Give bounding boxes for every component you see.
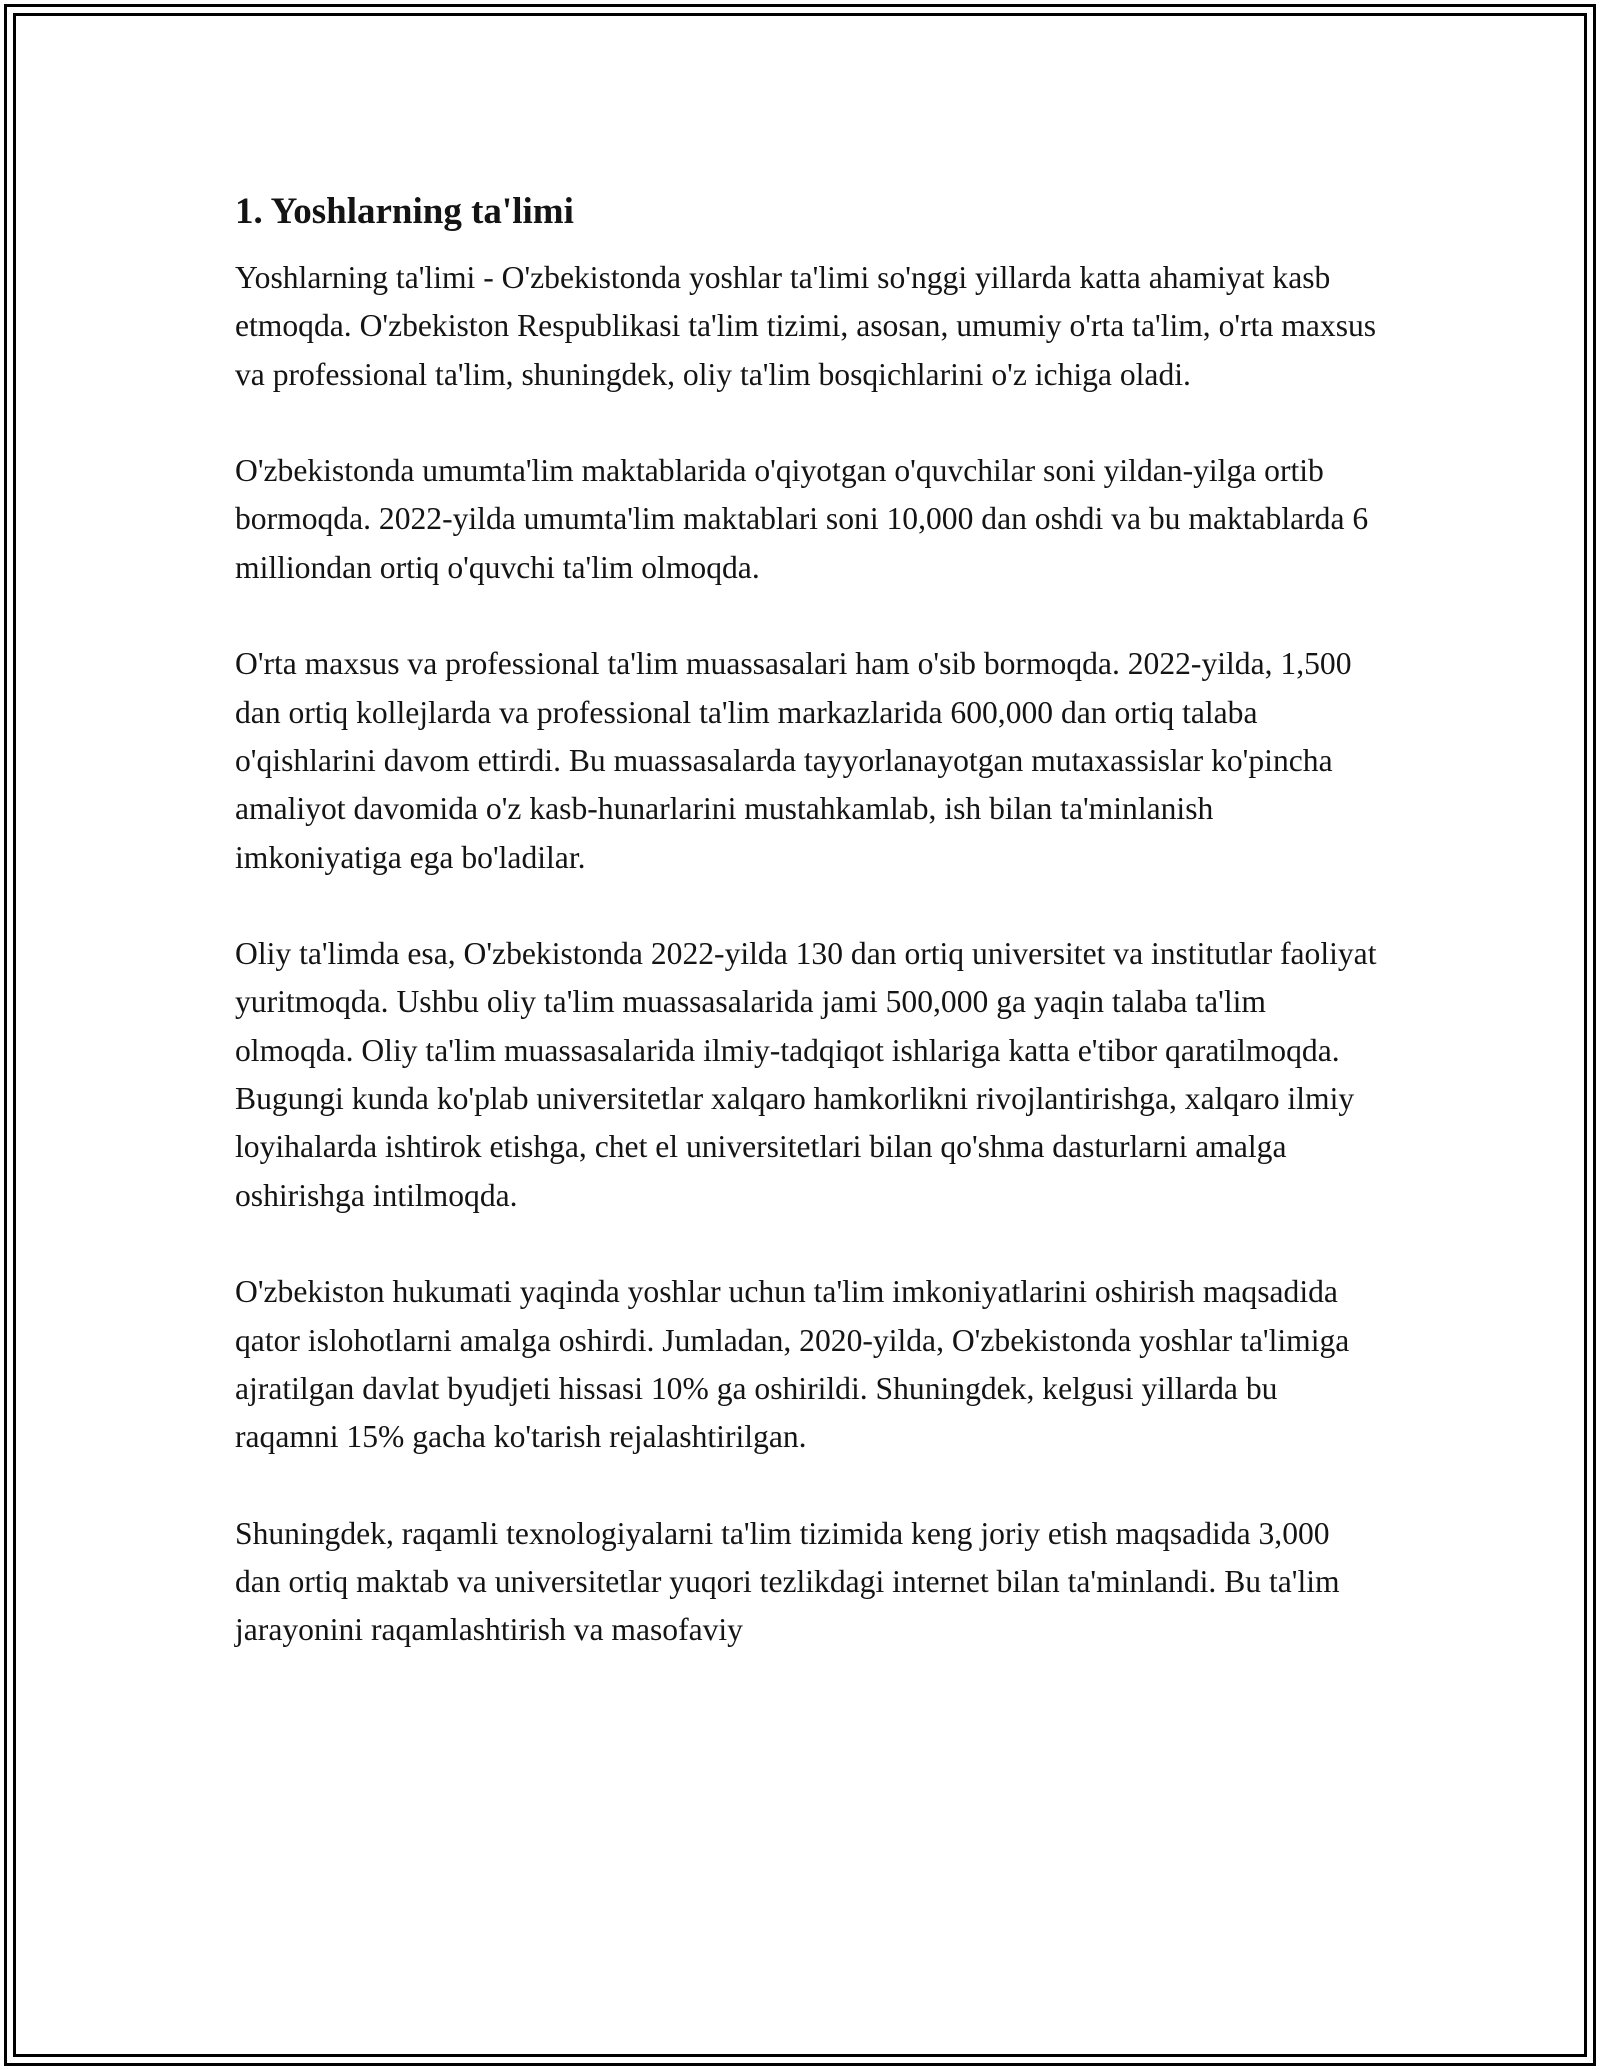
- paragraph-government-reforms: O'zbekiston hukumati yaqinda yoshlar uchun ta'lim imkoniyatlarini oshirish maqsadida qator islohotlarni amalga oshirdi. Jumladan, 2020-yilda, O'zbekistonda yoshlar ta'limiga ajratilgan davlat byudjeti hissasi 10% ga oshirildi. Shuningdek, kelgusi yillarda bu raqamni 15% gacha ko'tarish rejalashtirilgan.: [235, 1274, 1350, 1455]
- section-heading: 1. Yoshlarning ta'limi: [235, 191, 574, 232]
- paragraph-digital-technologies: Shuningdek, raqamli texnologiyalarni ta'lim tizimida keng joriy etish maqsadida 3,000 dan ortiq maktab va universitetlar yuqori tezlikdagi internet bilan ta'minlandi. Bu ta'lim jarayonini raqamlashtirish va masofaviy: [235, 1515, 1340, 1648]
- paragraph-higher-education: Oliy ta'limda esa, O'zbekistonda 2022-yilda 130 dan ortiq universitet va institutlar faoliyat yuritmoqda. Ushbu oliy ta'lim muassasalarida jami 500,000 ga yaqin talaba ta'lim olmoqda. Oliy ta'lim muassasalarida ilmiy-tadqiqot ishlariga katta e'tibor qaratilmoqda. Bugungi kunda ko'plab universitetlar xalqaro hamkorlikni rivojlantirishga, xalqaro ilmiy loyihalarda ishtirok etishga, chet el universitetlari bilan qo'shma dasturlarni amalga oshirishga intilmoqda.: [235, 936, 1377, 1213]
- paragraph-intro: Yoshlarning ta'limi - O'zbekistonda yoshlar ta'limi so'nggi yillarda katta ahamiyat kasb etmoqda. O'zbekiston Respublikasi ta'lim tizimi, asosan, umumiy o'rta ta'lim, o'rta maxsus va professional ta'lim, shuningdek, oliy ta'lim bosqichlarini o'z ichiga oladi.: [235, 260, 1377, 392]
- paragraph-general-schools: O'zbekistonda umumta'lim maktablarida o'qiyotgan o'quvchilar soni yildan-yilga ortib bormoqda. 2022-yilda umumta'lim maktablari soni 10,000 dan oshdi va bu maktablarda 6 milliondan ortiq o'quvchi ta'lim olmoqda.: [235, 453, 1369, 585]
- document-body: [235, 186, 1380, 1703]
- paragraph-vocational-education: O'rta maxsus va professional ta'lim muassasalari ham o'sib bormoqda. 2022-yilda, 1,500 dan ortiq kollejlarda va professional ta'lim markazlarida 600,000 dan ortiq talaba o'qishlarini davom ettirdi. Bu muassasalarda tayyorlanayotgan mutaxassislar ko'pincha amaliyot davomida o'z kasb-hunarlarini mustahkamlab, ish bilan ta'minlanish imkoniyatiga ega bo'ladilar.: [235, 646, 1352, 875]
